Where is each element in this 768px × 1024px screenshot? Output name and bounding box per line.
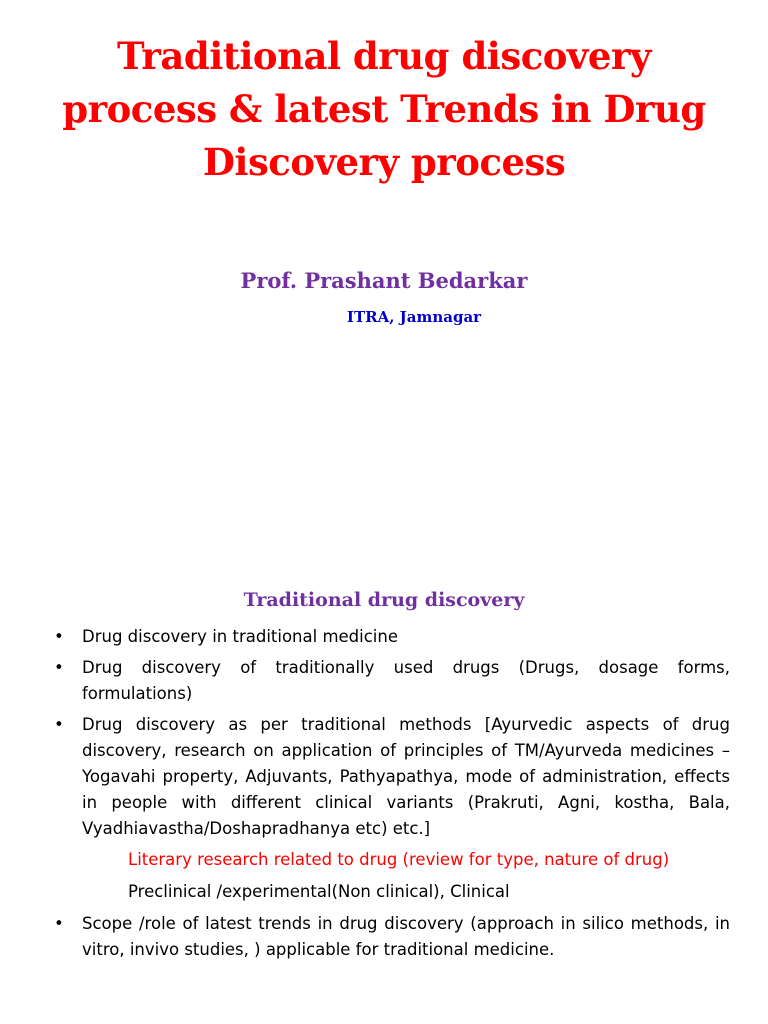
bullet-list	[52, 624, 730, 842]
bullet-item	[52, 911, 730, 963]
sub-item-literary-research: Literary research related to drug (review for type, nature of drug)	[128, 850, 670, 869]
bullet-item	[52, 712, 730, 842]
author-affiliation: ITRA, Jamnagar	[346, 308, 482, 326]
bullet-marker: •	[54, 658, 64, 677]
bullet-text: Scope /role of latest trends in drug discovery (approach in silico methods, in vitro, invivo studies, ) applicable for traditional medicine.	[82, 914, 730, 959]
bullet-marker: •	[54, 914, 64, 933]
bullet-item	[52, 624, 730, 650]
content-slide	[0, 560, 768, 1024]
bullet-text: Drug discovery in traditional medicine	[82, 627, 398, 646]
bullet-marker: •	[54, 627, 64, 646]
sub-item-preclinical: Preclinical /experimental(Non clinical), Clinical	[128, 882, 510, 901]
bullet-text: Drug discovery as per traditional methods [Ayurvedic aspects of drug discovery, research on application of principles of TM/Ayurveda medicines –Yogavahi property, Adjuvants, Pathyapathya, mode of administration, effects in people with different clinical variants (Prakruti, Agni, kostha, Bala, Vyadhiavastha/Doshapradhanya etc) etc.]	[82, 715, 730, 838]
bullet-text: Drug discovery of traditionally used drugs (Drugs, dosage forms, formulations)	[82, 658, 730, 703]
bullet-list-continued	[52, 911, 730, 963]
bullet-item	[52, 655, 730, 707]
section-heading: Traditional drug discovery	[243, 589, 525, 611]
author-name: Prof. Prashant Bedarkar	[240, 268, 528, 293]
bullet-marker: •	[54, 715, 64, 734]
bullet-content	[52, 624, 730, 968]
slide-title: Traditional drug discovery process & latest Trends in Drug Discovery process	[62, 34, 706, 184]
